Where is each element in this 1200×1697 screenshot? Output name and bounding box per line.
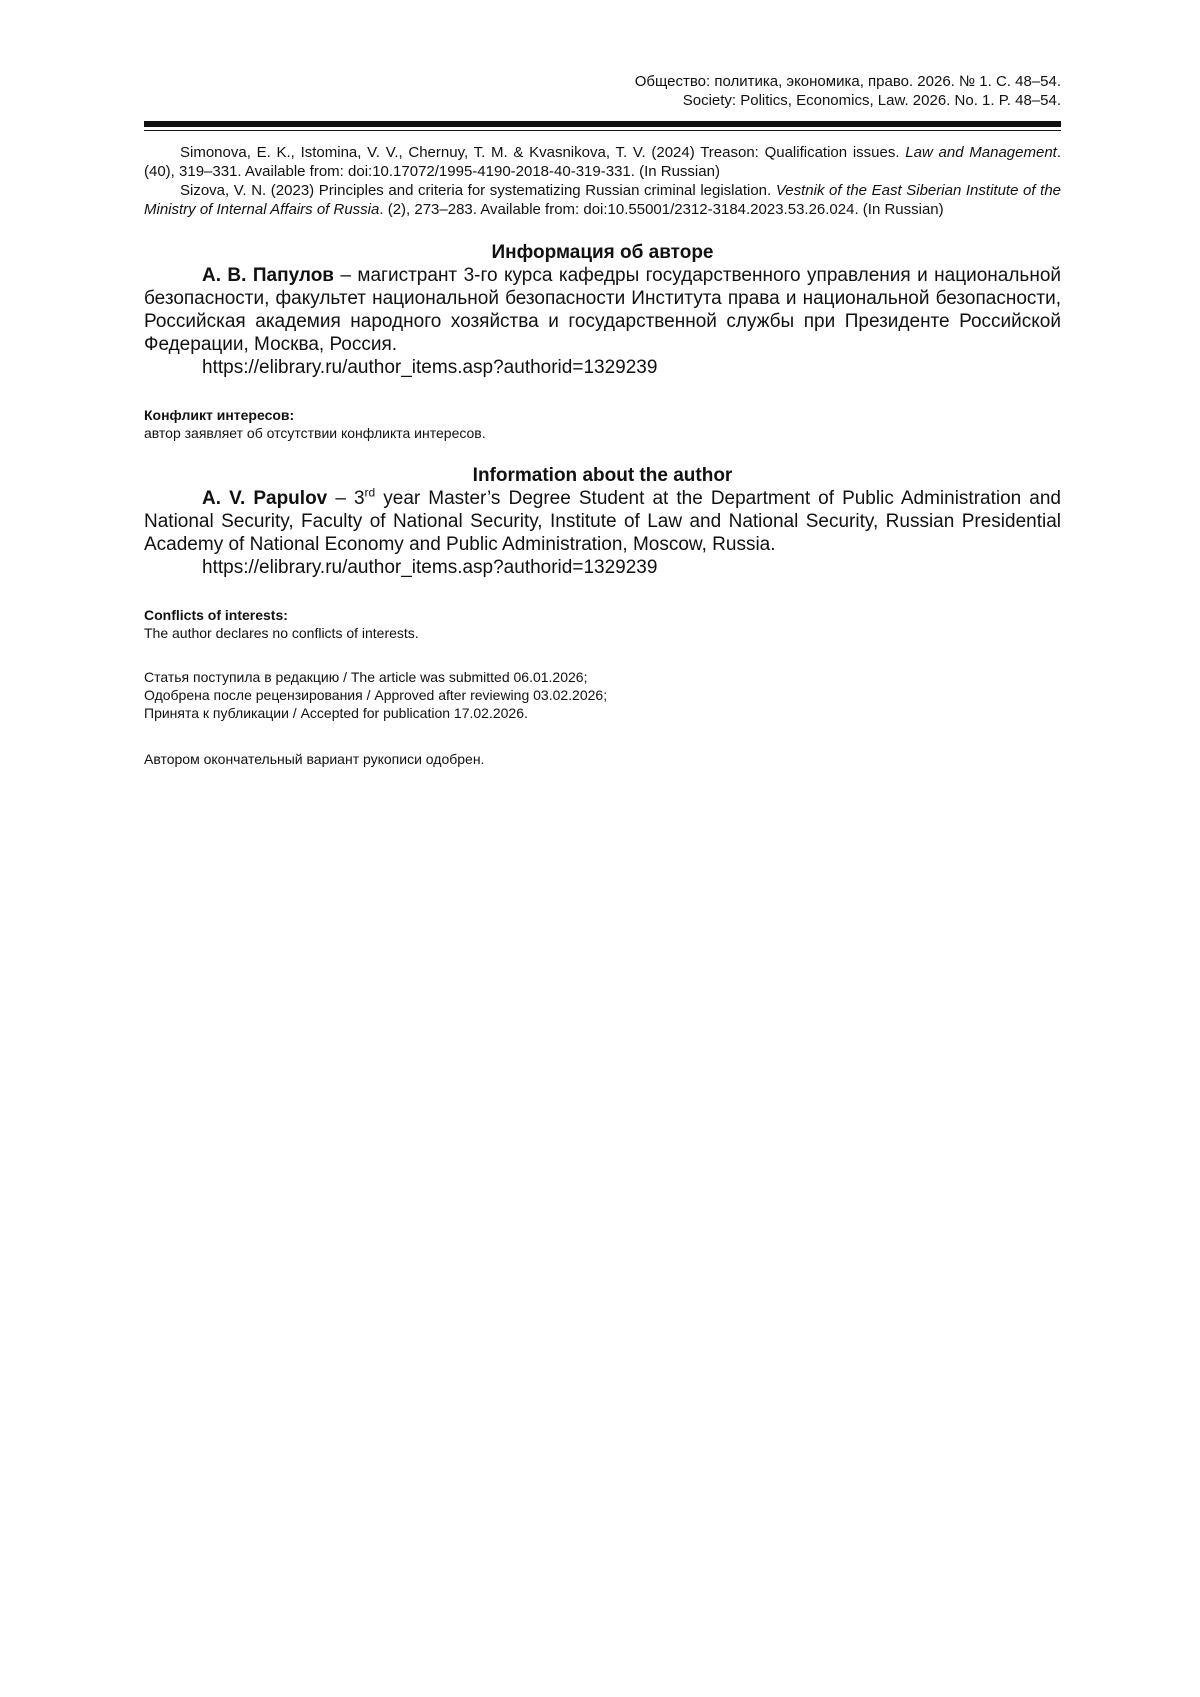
reference-item: Sizova, V. N. (2023) Principles and criteria for systematizing Russian criminal legislation. Vestnik of the East Siberian Institute of the Ministry of Internal Affairs of Russia. (2), 273–283. Available from: doi:10.55001/2312-3184.2023.53.26.024. (In Russian) <box>144 182 1061 218</box>
conflict-en <box>144 606 1061 642</box>
header-rule-thin <box>144 130 1061 131</box>
author-info-ru <box>144 264 1061 379</box>
author-name-ru: А. В. Папулов <box>202 265 334 286</box>
author-info-heading-ru: Информация об авторе <box>491 242 714 263</box>
date-approved: Одобрена после рецензирования / Approved after reviewing 03.02.2026; <box>144 687 608 703</box>
conflict-text-en: The author declares no conflicts of interests. <box>144 625 419 641</box>
conflict-ru <box>144 406 1061 442</box>
header-rule-thick <box>144 121 1061 127</box>
author-description-ru: А. В. Папулов – магистрант 3-го курса кафедры государственного управления и национальной безопасности, факультет национальной безопасности Института права и национальной безопасности, Российская академия народного хозяйства и государственной службы при Президенте Российской Федерации, Москва, Россия. <box>144 265 1061 355</box>
date-accepted: Принята к публикации / Accepted for publication 17.02.2026. <box>144 705 528 721</box>
date-submitted: Статья поступила в редакцию / The article was submitted 06.01.2026; <box>144 669 588 685</box>
author-link-en[interactable]: https://elibrary.ru/author_items.asp?authorid=1329239 <box>202 557 658 578</box>
header-line-ru: Общество: политика, экономика, право. 2026. № 1. С. 48–54. <box>634 73 1061 90</box>
final-note: Автором окончательный вариант рукописи одобрен. <box>144 751 485 767</box>
author-name-en: A. V. Papulov <box>202 488 328 509</box>
reference-journal: Law and Management <box>905 144 1057 161</box>
author-info-en <box>144 487 1061 579</box>
author-link-ru[interactable]: https://elibrary.ru/author_items.asp?authorid=1329239 <box>202 357 658 378</box>
running-header <box>635 72 1061 110</box>
conflict-label-en: Conflicts of interests: <box>144 607 288 623</box>
author-info-heading-en: Information about the author <box>472 465 733 486</box>
header-line-en: Society: Politics, Economics, Law. 2026. No. 1. P. 48–54. <box>682 92 1061 109</box>
reference-item: Simonova, E. K., Istomina, V. V., Chernuy, T. M. & Kvasnikova, T. V. (2024) Treason: Qualification issues. Law and Management. (40), 319–331. Available from: doi:10.17072/1995-4190-2018-40-319-331. (In Russian) <box>144 144 1061 180</box>
reference-list <box>144 143 1061 219</box>
author-description-en: A. V. Papulov – 3rd year Master’s Degree Student at the Department of Public Administration and National Security, Faculty of National Security, Institute of Law and National Security, Russian Presidential Academy of National Economy and Public Administration, Moscow, Russia. <box>144 485 1061 555</box>
conflict-label-ru: Конфликт интересов: <box>144 407 295 423</box>
article-dates <box>144 668 1061 722</box>
reference-journal: Vestnik of the East Siberian Institute of the Ministry of Internal Affairs of Russia <box>144 182 1061 218</box>
conflict-text-ru: автор заявляет об отсутствии конфликта интересов. <box>144 425 486 441</box>
